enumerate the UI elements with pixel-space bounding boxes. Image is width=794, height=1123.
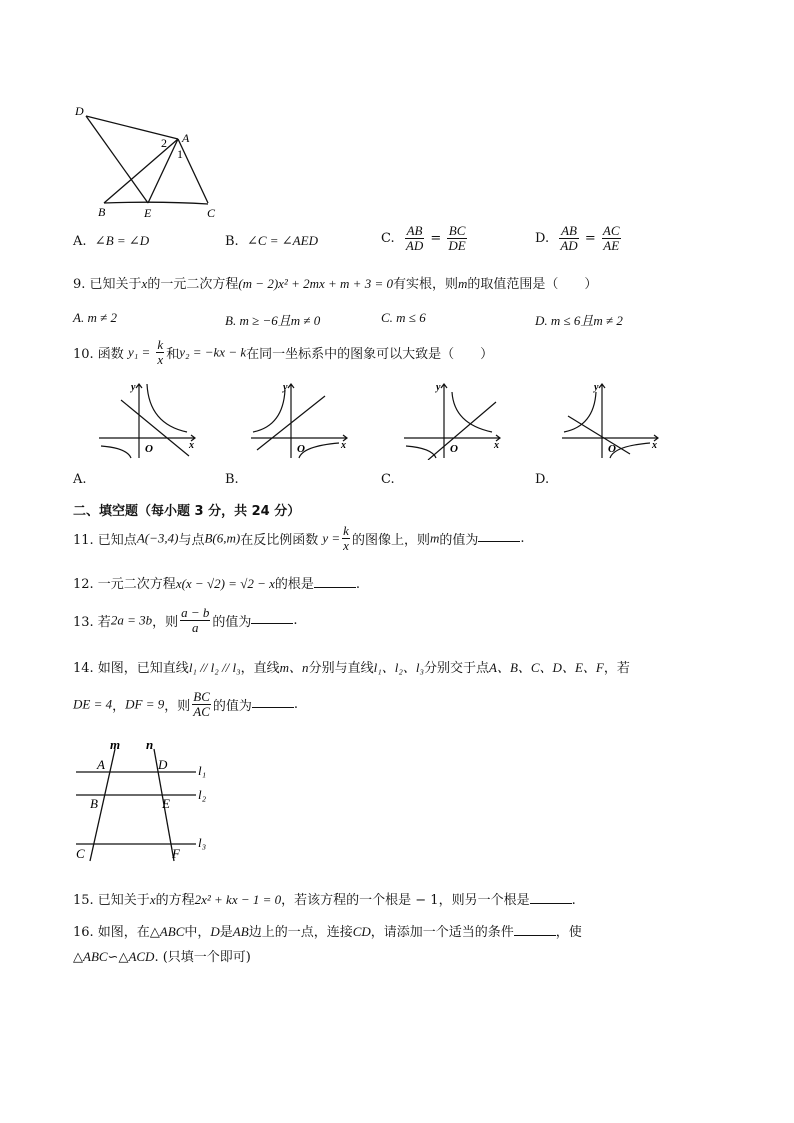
q15: 15. 已知关于x的方程2x² + kx − 1 = 0，若该方程的一个根是 − 1，则另一个根是 . [73, 892, 576, 908]
q14-line2: DE = 4，DF = 9，则 $\frac{BC}{AC}$ 的值为 . [73, 689, 299, 719]
q16-line1: 16. 如图，在△ABC中，D是AB边上的一点，连接CD，请添加一个适当的条件 ，使 [73, 924, 582, 940]
q9-stem: 9. 已知关于x的一元二次方程(m − 2)x² + 2mx + m + 3 = 0有实根，则m的取值范围是（ ） [73, 276, 598, 292]
answer-blank[interactable] [251, 611, 293, 624]
svg-text:y: y [131, 382, 136, 393]
q10-label-b: B. [225, 472, 239, 487]
q14-figure [70, 735, 220, 863]
option-text: ∠B = ∠D [94, 233, 150, 248]
q9-option-c[interactable]: C. m ≤ 6 [381, 310, 426, 325]
answer-blank[interactable] [252, 695, 294, 708]
svg-text:x: x [341, 440, 346, 451]
q11: 11. 已知点A(−3,4)与点B(6,m)在反比例函数 y = $\frac{k}{x}$ 的图像上，则m的值为 . [73, 523, 525, 553]
q10-graph-b[interactable] [247, 380, 353, 460]
q8-option-a[interactable] [73, 233, 149, 249]
svg-text:l₁: l₁ [198, 763, 207, 778]
svg-text:x: x [652, 440, 657, 451]
option-text: ∠C = ∠AED [246, 233, 318, 248]
fraction: $\frac{AB}{AD}$ [560, 223, 578, 253]
svg-text:F: F [172, 846, 180, 861]
answer-blank[interactable] [314, 575, 356, 588]
svg-text:B: B [90, 796, 98, 811]
svg-text:E: E [162, 796, 170, 811]
svg-text:x: x [189, 440, 194, 451]
q12: 12. 一元二次方程x(x − √2) = √2 − x的根是 . [73, 576, 361, 592]
option-letter: B. [225, 234, 239, 249]
q10-label-c: C. [381, 472, 395, 487]
option-letter: A. [73, 234, 87, 249]
q8-option-b[interactable] [225, 233, 318, 249]
svg-text:O: O [145, 443, 153, 455]
q10-label-a: A. [73, 472, 87, 487]
svg-text:m: m [110, 737, 121, 752]
q13: 13. 若2a = 3b，则 $\frac{a - b}{a}$ 的值为 . [73, 605, 298, 635]
svg-text:y: y [436, 382, 441, 393]
svg-text:x: x [494, 440, 499, 451]
svg-text:n: n [146, 737, 154, 752]
q14-line1: 14. 如图，已知直线l₁ // l₂ // l₃，直线m、n分别与直线l₁、l₂、l₃分别交于点A、B、C、D、E、F，若 [73, 660, 630, 676]
svg-text:l₂: l₂ [198, 787, 207, 802]
svg-text:l₃: l₃ [198, 835, 207, 850]
q10-stem: 10. 函数 y₁ = $\frac{k}{x}$ 和y₂ = −kx − k在同一坐标系中的图象可以大致是（ ） [73, 337, 494, 367]
label-2: 2 [161, 136, 167, 150]
answer-blank[interactable] [514, 923, 556, 936]
q10-graph-c[interactable] [400, 380, 506, 460]
label-A: A [182, 131, 190, 145]
q8-option-c[interactable]: C. $\frac{AB}{AD}$ = $\frac{BC}{DE}$ [381, 223, 466, 253]
label-E: E [144, 206, 152, 220]
svg-text:A: A [97, 757, 105, 772]
label-D: D [75, 104, 84, 118]
label-B: B [98, 205, 106, 219]
q10-label-d: D. [535, 472, 550, 487]
fraction: $\frac{AB}{AD}$ [405, 223, 424, 253]
q8-option-d[interactable]: D. $\frac{AB}{AD}$ = $\frac{AC}{AE}$ [535, 223, 620, 253]
label-C: C [207, 206, 216, 220]
label-1: 1 [177, 147, 183, 161]
q9-option-b[interactable]: B. m ≥ −6且m ≠ 0 [225, 313, 321, 328]
svg-text:O: O [297, 443, 305, 455]
q9-option-d[interactable]: D. m ≤ 6且m ≠ 2 [535, 313, 623, 328]
segment-BC [104, 202, 208, 204]
q10-graph-a[interactable] [95, 380, 201, 460]
svg-text:y: y [283, 382, 288, 393]
svg-text:O: O [450, 443, 458, 455]
svg-text:O: O [608, 443, 616, 455]
q16-line2: △ABC∽△ACD. (只填一个即可) [73, 949, 251, 965]
fraction: $\frac{AC}{AE}$ [602, 223, 620, 253]
svg-text:D: D [158, 757, 168, 772]
answer-blank[interactable] [478, 529, 520, 542]
svg-text:y: y [594, 382, 599, 393]
section-heading: 二、填空题（每小题 3 分，共 24 分） [73, 504, 301, 519]
option-letter: D. [535, 231, 550, 246]
answer-blank[interactable] [530, 891, 572, 904]
q8-figure [70, 100, 230, 222]
q10-graph-d[interactable] [558, 380, 664, 460]
svg-text:C: C [76, 846, 85, 861]
option-letter: C. [381, 231, 395, 246]
q9-option-a[interactable]: A. m ≠ 2 [73, 310, 117, 325]
fraction: $\frac{BC}{DE}$ [448, 223, 466, 253]
